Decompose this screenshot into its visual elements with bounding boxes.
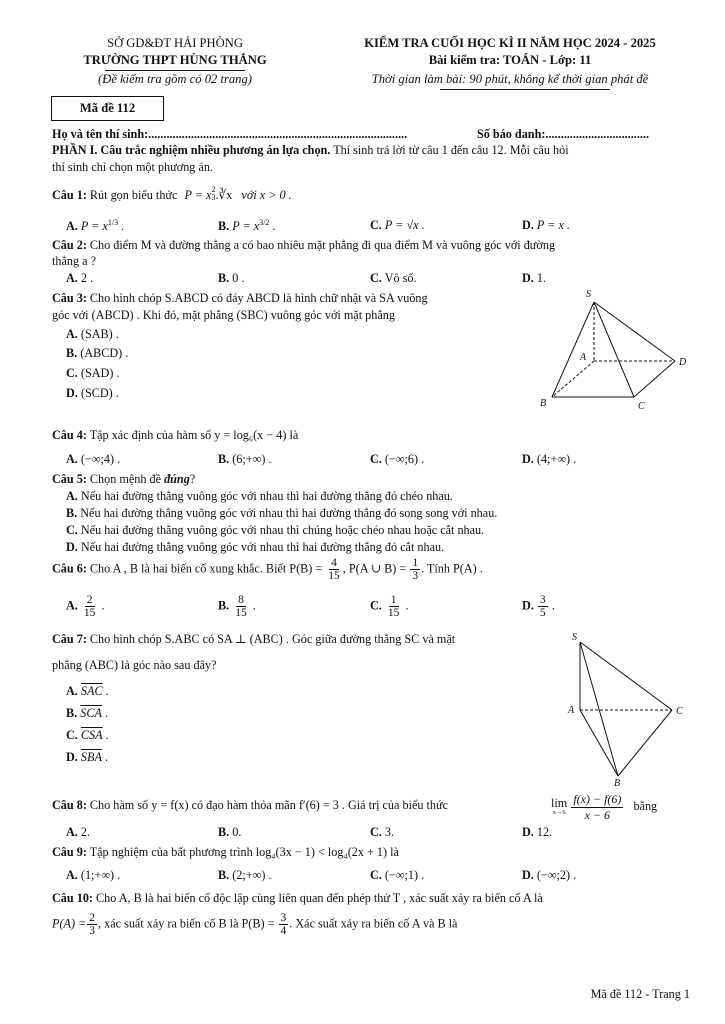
label-c: C: [676, 706, 683, 717]
q7-option-c[interactable]: C. $\overline{CSA}$ .: [66, 728, 109, 742]
label-d: D: [679, 357, 687, 368]
q2-option-c[interactable]: C. Vô số.: [370, 271, 417, 285]
question-6: Câu 6: Cho A , B là hai biến cố xung khắc. Biết P(B) = $\frac{4}{15}$ , P(A ∪ B) = $\frac{1}{3}$ . Tính P(A) .: [52, 557, 483, 582]
q8-option-b[interactable]: B. 0.: [218, 825, 242, 839]
part1-desc: thí sinh chỉ chọn một phương án.: [52, 160, 213, 174]
q3-option-b[interactable]: B. (ABCD) .: [66, 346, 129, 360]
q3-option-a[interactable]: A. (SAB) .: [66, 327, 119, 341]
q5-option-c[interactable]: C. Nếu hai đường thẳng vuông góc với nhau thì chúng hoặc chéo nhau hoặc cắt nhau.: [66, 523, 485, 537]
label-s: S: [572, 632, 577, 643]
q1-option-d[interactable]: D. P = x .: [522, 218, 570, 232]
edge-ab: [552, 361, 594, 397]
pyramid-sabcd-figure: [530, 285, 700, 415]
page-count-note: (Đề kiểm tra gồm có 02 trang): [98, 72, 252, 86]
q4-option-a[interactable]: A. (−∞;4) .: [66, 452, 121, 466]
question-7: Câu 7: Cho hình chóp S.ABC có SA ⊥ (ABC) . Góc giữa đường thẳng SC và mặt: [52, 632, 456, 646]
question-3: Câu 3: Cho hình chóp S.ABCD có đáy ABCD là hình chữ nhật và SA vuông: [52, 291, 428, 305]
part1-heading: PHẦN I. Câu trắc nghiệm nhiều phương án lựa chọn. Thí sinh trả lời từ câu 1 đến câu 12. Mỗi câu hỏi: [52, 143, 569, 157]
question-1: Câu 1: Rút gọn biểu thức P = x $^{2 3}$ .∛x với x > 0 .: [52, 185, 292, 203]
question-2-cont: thẳng a ?: [52, 254, 96, 268]
exam-title: KIỂM TRA CUỐI HỌC KÌ II NĂM HỌC 2024 - 2025: [364, 36, 656, 50]
q9-option-a[interactable]: A. (1;+∞) .: [66, 868, 121, 882]
label-b: B: [614, 778, 621, 788]
edge-ab: [580, 710, 618, 776]
label-s: S: [586, 289, 591, 300]
q1-option-c[interactable]: C. P = √x .: [370, 218, 425, 232]
exam-code: Mã đề 112: [79, 101, 136, 115]
student-name-field[interactable]: Họ và tên thí sinh:.....................................................................................: [52, 127, 408, 141]
exam-time: Thời gian làm bài: 90 phút, không kể thời gian phát đề: [371, 72, 649, 86]
q7-option-b[interactable]: B. $\overline{SCA}$ .: [66, 706, 108, 720]
q9-option-d[interactable]: D. (−∞;2) .: [522, 868, 577, 882]
q2-option-a[interactable]: A. 2 .: [66, 271, 94, 285]
label-a: A: [568, 705, 575, 716]
edge-sc: [580, 642, 672, 710]
label-b: B: [540, 398, 547, 409]
q5-option-a[interactable]: A. Nếu hai đường thẳng vuông góc với nhau thì hai đường thẳng đó chéo nhau.: [66, 489, 453, 503]
q3-option-d[interactable]: D. (SCD) .: [66, 386, 119, 400]
question-10: Câu 10: Cho A, B là hai biến cố độc lập cùng liên quan đến phép thử T , xác suất xảy ra biến cố A là: [52, 891, 543, 905]
q7-option-d[interactable]: D. $\overline{SBA}$ .: [66, 750, 108, 764]
q8-limit-expression: lim x→6 $\frac{f(x) - f(6)}{x - 6}$ bằng: [551, 792, 658, 822]
q8-option-c[interactable]: C. 3.: [370, 825, 395, 839]
school-underline: [105, 70, 245, 71]
question-5: Câu 5: Chọn mệnh đề đúng?: [52, 472, 196, 486]
q8-option-a[interactable]: A. 2.: [66, 825, 91, 839]
q6-option-a[interactable]: A. $\frac{2}{15}$ .: [66, 594, 105, 619]
question-4: Câu 4: Tập xác định của hàm số y = log₆(x − 4) là: [52, 428, 299, 442]
edge-sb: [552, 302, 594, 397]
q9-option-b[interactable]: B. (2;+∞) .: [218, 868, 272, 882]
edge-sb: [580, 642, 618, 776]
q6-option-d[interactable]: D. $\frac{3}{5}$ .: [522, 594, 555, 619]
question-10-cont: P(A) = $\frac{2}{3}$ , xác suất xảy ra biến cố B là P(B) = $\frac{3}{4}$ . Xác suất xảy ra biến cố A và B là: [52, 912, 458, 937]
label-c: C: [638, 401, 645, 412]
q1-option-a[interactable]: A. $P = x^{1/3}$ .: [66, 218, 125, 234]
page-footer: Mã đề 112 - Trang 1: [590, 987, 690, 1001]
edge-bc: [618, 710, 672, 776]
question-7-cont: phẳng (ABC) là góc nào sau đây?: [52, 658, 217, 672]
question-3-cont: góc với (ABCD) . Khi đó, mặt phẳng (SBC) vuông góc với mặt phẳng: [52, 308, 395, 322]
q2-option-d[interactable]: D. 1.: [522, 271, 547, 285]
q4-option-c[interactable]: C. (−∞;6) .: [370, 452, 425, 466]
edge-cd: [634, 361, 675, 397]
q7-option-a[interactable]: A. $\overline{SAC}$ .: [66, 684, 109, 698]
q4-option-b[interactable]: B. (6;+∞) .: [218, 452, 272, 466]
student-number-field[interactable]: Số báo danh:..................................: [477, 127, 650, 141]
question-2: Câu 2: Cho điểm M và đường thẳng a có bao nhiêu mặt phẳng đi qua điểm M và vuông góc với đường: [52, 238, 556, 252]
time-underline: [440, 89, 610, 90]
dept-name: SỞ GD&ĐT HẢI PHÒNG: [107, 36, 243, 50]
school-name: TRƯỜNG THPT HÙNG THẮNG: [83, 53, 267, 67]
label-a: A: [580, 352, 587, 363]
q2-option-b[interactable]: B. 0 .: [218, 271, 245, 285]
q5-option-b[interactable]: B. Nếu hai đường thẳng vuông góc với nhau thì hai đường thẳng đó song song với nhau.: [66, 506, 498, 520]
q1-option-b[interactable]: B. $P = x^{3/2}$ .: [218, 218, 276, 234]
question-8: Câu 8: Cho hàm số y = f(x) có đạo hàm thỏa mãn f′(6) = 3 . Giá trị của biểu thức: [52, 798, 449, 812]
pyramid-sabc-figure: [560, 628, 695, 788]
q5-option-d[interactable]: D. Nếu hai đường thẳng vuông góc với nhau thì hai đường thẳng đó cắt nhau.: [66, 540, 445, 554]
q6-option-c[interactable]: C. $\frac{1}{15}$ .: [370, 594, 409, 619]
q4-option-d[interactable]: D. (4;+∞) .: [522, 452, 577, 466]
question-9: Câu 9: Tập nghiệm của bất phương trình log₄(3x − 1) < log₄(2x + 1) là: [52, 845, 399, 859]
q8-option-d[interactable]: D. 12.: [522, 825, 553, 839]
q6-option-b[interactable]: B. $\frac{8}{15}$ .: [218, 594, 256, 619]
q3-option-c[interactable]: C. (SAD) .: [66, 366, 120, 380]
exam-subject: Bài kiểm tra: TOÁN - Lớp: 11: [428, 53, 592, 67]
q9-option-c[interactable]: C. (−∞;1) .: [370, 868, 425, 882]
